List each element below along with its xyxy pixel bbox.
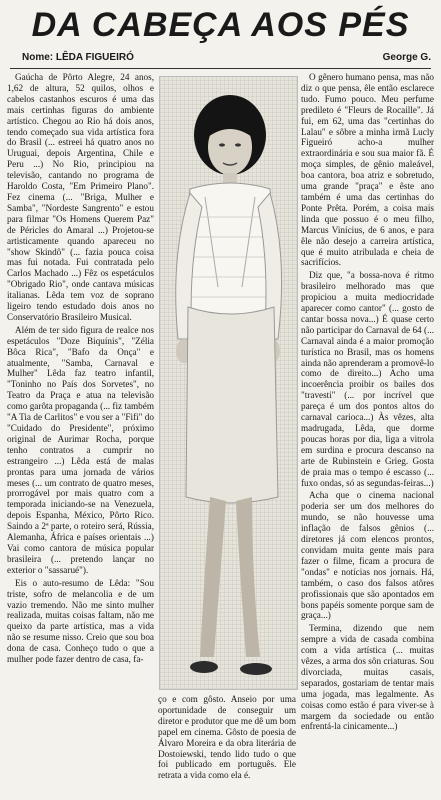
article-column-right — [301, 72, 434, 794]
paragraph: ço e com gôsto. Anseio por uma oportunidade de conseguir um diretor e produtor que me dê um bom papel em cinema. Gôsto de poesia de Álvaro Moreira e da obra literária de Dostoiewski, tendo lido tudo o que foi publicado em português. Ele retrata a vida como ela é. — [158, 694, 296, 781]
paragraph: Acha que o cinema nacional poderia ser um dos melhores do mundo, se não houvesse uma inflação de falsos gênios (... diretores já com elencos prontos, convidam muita gente mais para fazer o filme, ficam a procura de "ondas" e notícias nos jornais. Há, também, o caso dos falsos atôres profissionais que são apontados em bons papéis somente porque sam de graça...) — [301, 490, 434, 621]
article-column-left — [7, 72, 154, 794]
paragraph: Termina, dizendo que nem sempre a vida de casada combina com a vida artística (... muitas vêzes, a arma dos sôn criaturas. Sou divorciada, muitas casais, separados, gostariam de tentar mais uma jogada, mas legalmente. As coisas como estão é para viver-se à margem da sociedade ou então enfrentá-la cinicamente...) — [301, 623, 434, 732]
portrait-photo — [159, 76, 298, 690]
subject-name: Nome: LÊDA FIGUEIRÓ — [22, 52, 134, 63]
photo-credit: George G. — [382, 52, 431, 63]
paragraph: O gênero humano pensa, mas não diz o que pensa, êle então esclarece tudo. Fumo pouco. Meu perfume predileto é "Fleurs de Rocaille". Já fui, em 62, uma das "certinhas do Lalau" e sôbre a minha irmã Lucly Figueiró acho-a mulher extraordinária e sou sua maior fã. É moça simples, de gênio maleável, boa cantora, boa atriz e sobretudo, uma grande "praça" e êste ano também é uma das certinhas do Ponte Prêta. Porém, a coisa mais linda que possuo é o meu filho, Marcus Vinícius, de 6 anos, e para êle não desejo a carreira artística, que é muito atribulada e cheia de sacrifícios. — [301, 72, 434, 268]
page-title: DA CABEÇA AOS PÉS — [31, 6, 410, 44]
paragraph: Diz que, "a bossa-nova é ritmo brasileiro melhorado mas que propiciou a muita mediocridade aparecer como cantor" (... gosto de cantar bossa nova...) É quase certo não participar do Carnaval de 64 (... Carnaval ainda é a maior promoção turística no Brasil, mas os homens ainda não aprenderam a promovê-lo como de direito...) Acho uma incoerência proibir os bailes dos "travesti" (... por incrível que pareça é um dos pontos altos do carnaval carioca...) Às vêzes, alta madrugada, Lêda, que dorme poucas horas por dia, liga a vitrola em surdina e procura descanso na arte de Rubinstein e Grieg. Gosta de praia mas o tempo é escasso (... fuxo ondas, só as segundas-feiras...) — [301, 270, 434, 488]
paragraph: Eis o auto-resumo de Lêda: "Sou triste, sofro de melancolia e de um vazio tremendo. Não me sinto mulher realizada, muitas coisas faltam, não me queixo da parte artística, mas a vida não se resume nisso. Creio que sou boa dona de casa. Conheço tudo o que a mulher pode fazer dentro de casa, fa- — [7, 577, 154, 665]
header-rule — [10, 68, 431, 69]
byline-row — [22, 52, 431, 68]
paragraph: Além de ter sido figura de realce nos espetáculos "Doze Biquínis", "Zélia Bôca Rica", "Bafo da Onça" e atualmente, "Samba, Carnaval e Mulher" Lêda faz teatro infantil, "Toninho no País dos Sorvetes", no Teatro da Praça e atua na televisão como garôta propaganda (... fiz também "A Tia de Carlitos" e vou ser a "Fifi" do "Cuidado do Presidente", próximo original de Aurimar Rocha, porque tenho contratos a cumprir no estrangeiro ...) Lêda está de malas prontas para uma jornada de vários meses (... um contrato de quatro meses, prorrogável por mais quatro com a temporada iniciando-se na Venezuela, depois Espanha, México, Pôrto Rico. Saindo a 2ª parte, o roteiro será, Rússia, Alemanha, África e países orientais ...) Vai como cantora de música popular brasileira (... pretendo lançar no exterior o "sassarué"). — [7, 324, 154, 575]
woman-figure-illustration — [160, 77, 297, 689]
paragraph: Gaúcha de Pôrto Alegre, 24 anos, 1,62 de altura, 52 quilos, olhos e cabelos castanhos escuros é uma das mais certinhas figuras do ambiente artístico. Chegou ao Rio há dois anos, tendo começado sua vida artística fora do Brasil (... estreei há quatro anos no Uruguai, depois Argentina, Chile e Peru ...) No Rio, principiou na televisão, cantando no programa de Haroldo Costa, "Em Primeiro Plano". Fez cinema (... "Briga, Mulher e Samba", "Nordeste Sangrento" e estou para filmar "Os Homens Querem Paz" de Péricles do Amaral ...) Projetou-se artisticamente quando apareceu no "show Skindô" (... fazia pouca coisa mas fui notada. Fui contratada pelo Carlos Machado ...) Fêz os espetáculos "Obrigado Rio", onde cantava músicas italianas. Lêda tem voz de soprano ligeiro tendo estudado dois anos no Conservatório Brasileiro Musical. — [7, 72, 154, 322]
article-column-middle-bottom — [158, 694, 296, 794]
